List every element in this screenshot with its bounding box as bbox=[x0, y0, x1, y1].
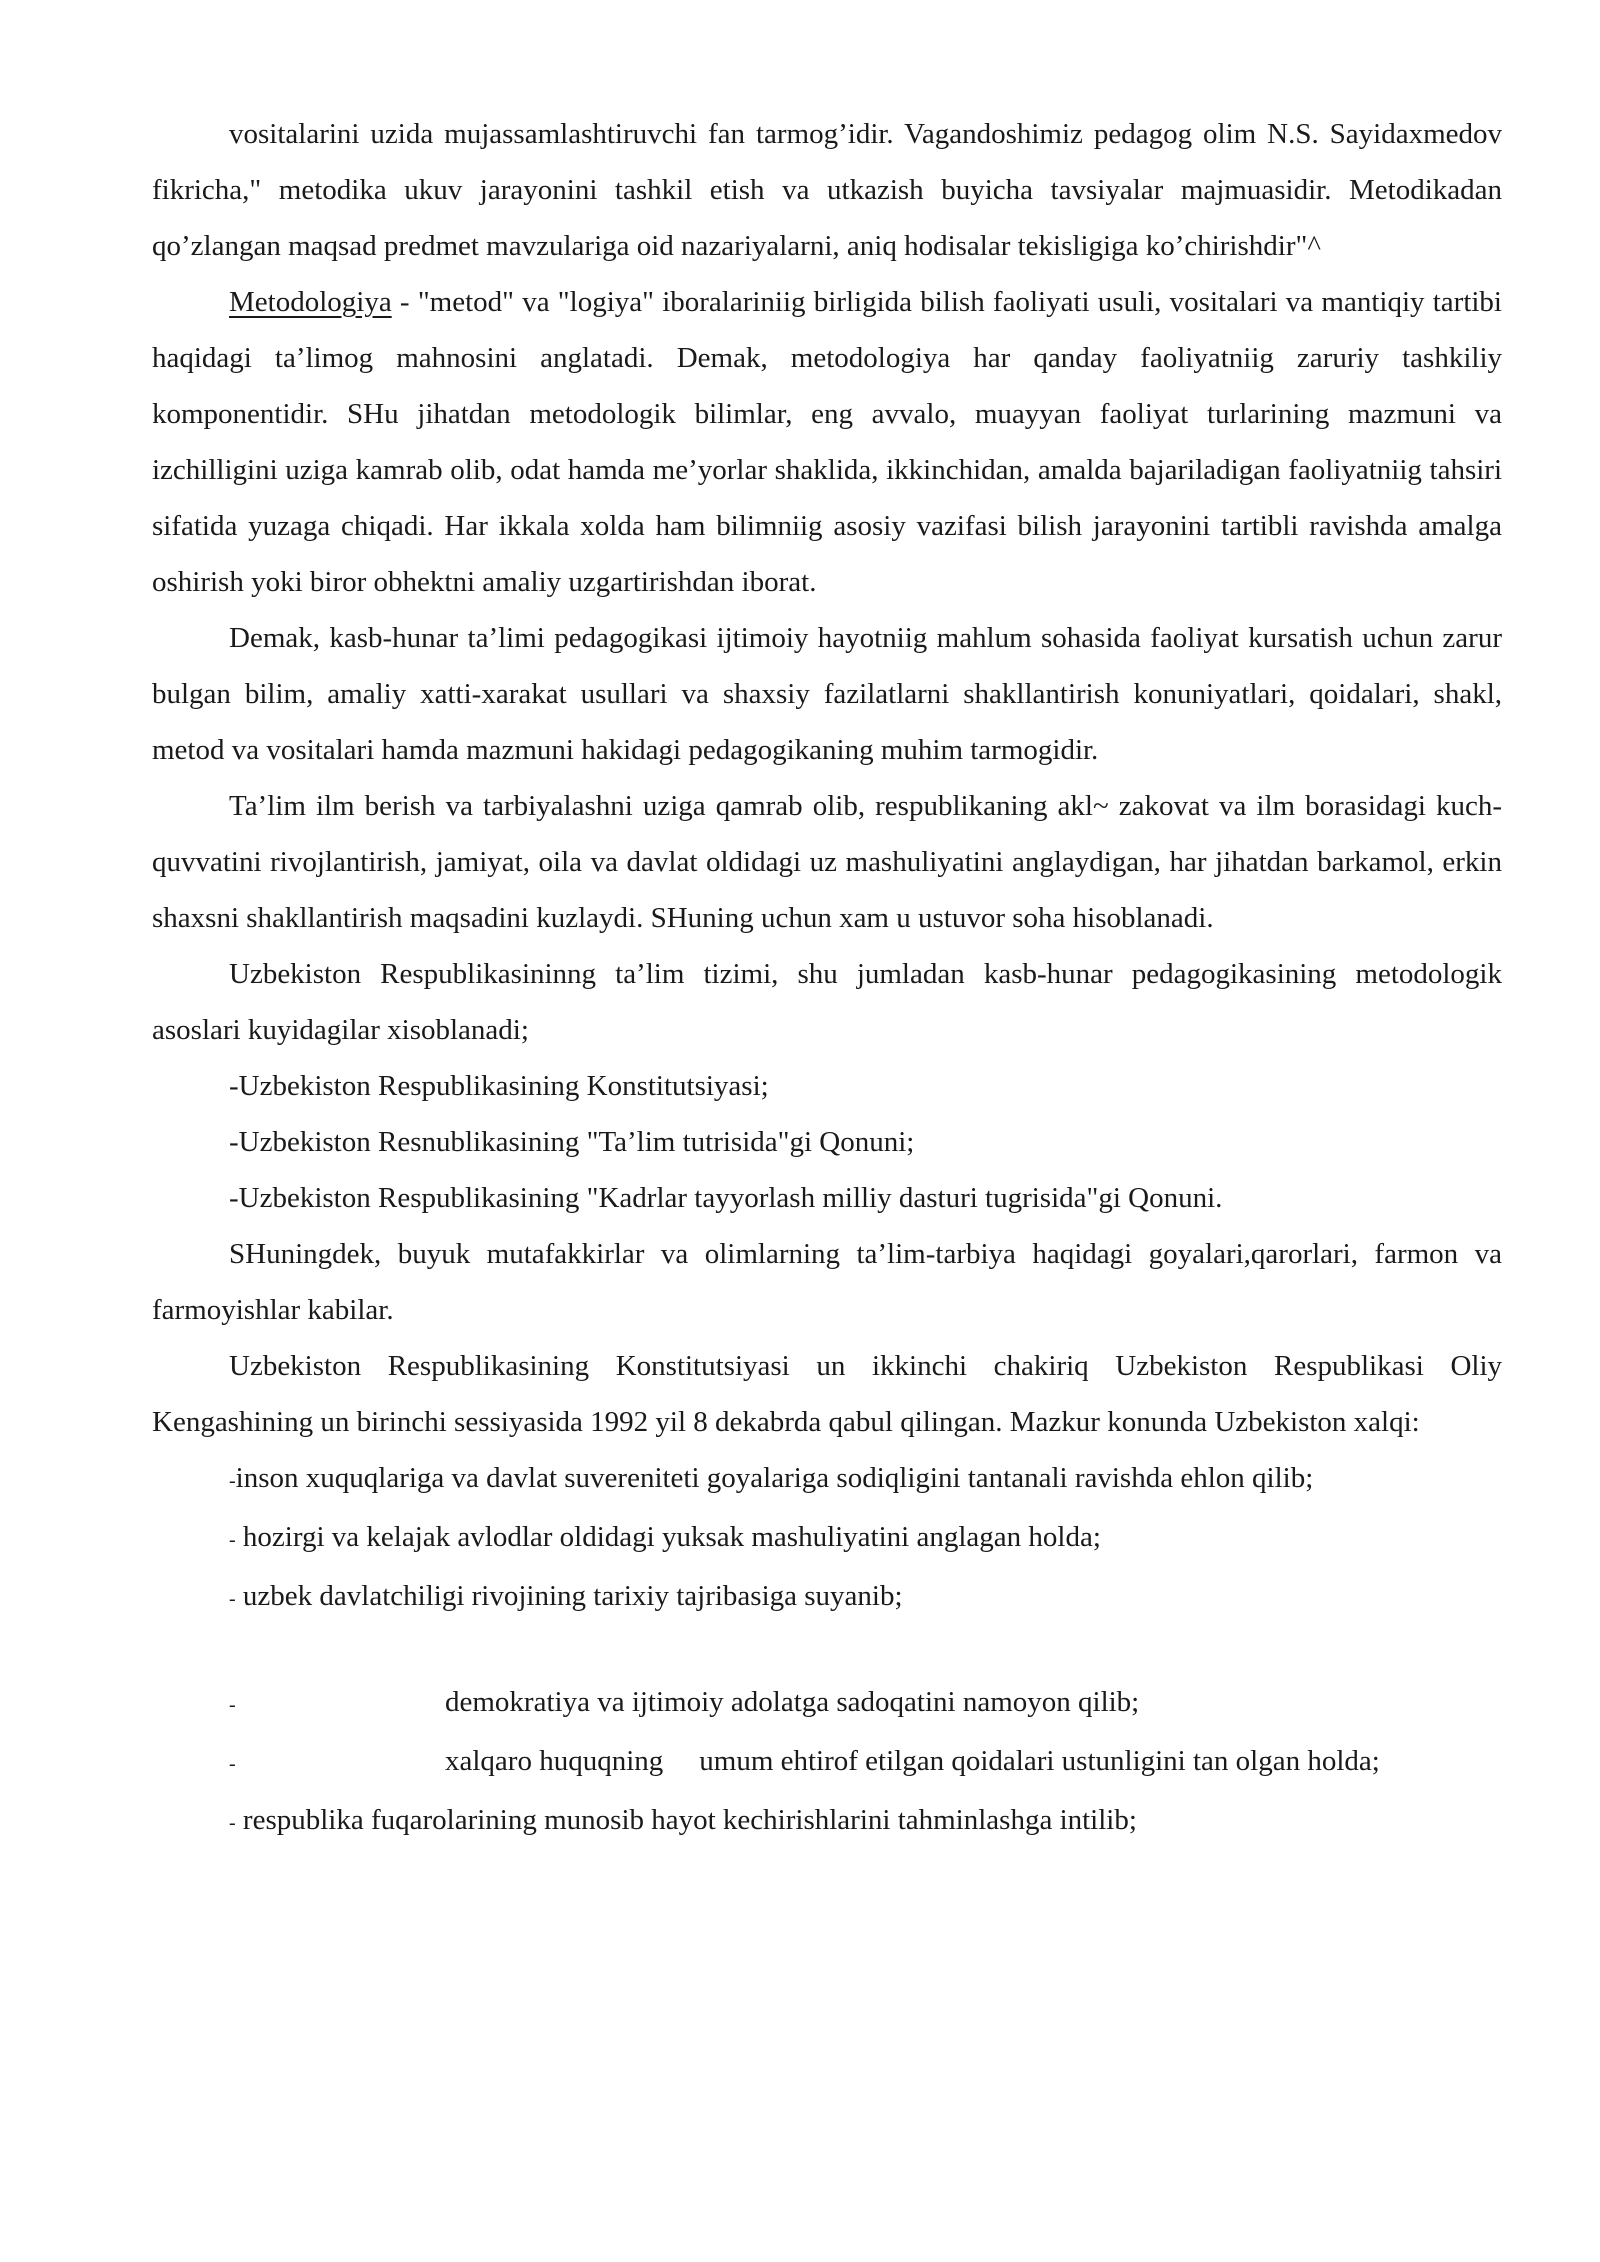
paragraph-metodologiya-text: - "metod" va "logiya" iboralariniig birligida bilish faoliyati usuli, vositalari va mantiqiy tartibi haqidagi ta’limog mahnosini anglatadi. Demak, metodologiya har qanday faoliyatniig zaruriy tashkiliy komponentidir. SHu jihatdan metodologik bilimlar, eng avvalo, muayyan faoliyat turlarining mazmuni va izchilligini uziga kamrab olib, odat hamda me’yorlar shaklida, ikkinchidan, amalda bajariladigan faoliyatniig tahsiri sifatida yuzaga chiqadi. Har ikkala xolda ham bilimniig asosiy vazifasi bilish jarayonini tartibli ravishda amalga oshirish yoki biror obhektni amaliy uzgartirishdan iborat. bbox=[152, 286, 1502, 598]
list-dash: - bbox=[229, 1753, 236, 1775]
list-item-responsibility bbox=[152, 1509, 1502, 1568]
list-item-text: respublika fuqarolarining munosib hayot kechirishlarini tahminlashga intilib; bbox=[235, 1804, 1137, 1836]
list-item-democracy bbox=[152, 1674, 1502, 1733]
paragraph-methodological-bases: Uzbekiston Respublikasininng ta’lim tizimi, shu jumladan kasb-hunar pedagogikasining metodologik asoslari kuyidagilar xisoblanadi; bbox=[152, 958, 1502, 1046]
paragraph-vocational-pedagogy: Demak, kasb-hunar ta’limi pedagogikasi ijtimoiy hayotniig mahlum sohasida faoliyat kursatish uchun zarur bulgan bilim, amaliy xatti-xarakat usullari va shaxsiy fazilatlarni shakllantirish konuniyatlari, qoidalari, shakl, metod va vositalari hamda mazmuni hakidagi pedagogikaning muhim tarmogidir. bbox=[152, 622, 1502, 766]
list-dash: - bbox=[229, 1694, 236, 1716]
list-item-text: xalqaro huquqning bbox=[445, 1745, 664, 1777]
document-page bbox=[152, 106, 1502, 1851]
list-item-international-law bbox=[152, 1733, 1502, 1792]
list-item-human-rights bbox=[152, 1450, 1502, 1509]
paragraph-constitution-adoption: Uzbekiston Respublikasining Konstitutsiyasi un ikkinchi chakiriq Uzbekiston Respublikasi Oliy Kengashining un birinchi sessiyasida 1992 yil 8 dekabrda qabul qilingan. Mazkur konunda Uzbekiston xalqi: bbox=[152, 1350, 1502, 1438]
list-item-personnel-training-law: -Uzbekiston Respublikasining "Kadrlar tayyorlash milliy dasturi tugrisida"gi Qonuni. bbox=[229, 1182, 1223, 1214]
list-item-statehood bbox=[152, 1568, 1502, 1627]
list-item-text: inson xuquqlariga va davlat suvereniteti goyalariga sodiqligini tantanali ravishda ehlon qilib; bbox=[235, 1462, 1314, 1494]
paragraph-methodology-definition: vositalarini uzida mujassamlashtiruvchi fan tarmog’idir. Vagandoshimiz pedagog olim N.S. Sayidaxmedov fikricha," metodika ukuv jarayonini tashkil etish va utkazish buyicha tavsiyalar majmuasidir. Metodikadan qo’zlangan maqsad predmet mavzulariga oid nazariyalarni, aniq hodisalar tekisligiga ko’chirishdir"^ bbox=[152, 118, 1502, 262]
list-item-text: hozirgi va kelajak avlodlar oldidagi yuksak mashuliyatini anglagan holda; bbox=[235, 1521, 1101, 1553]
list-item-education-law: -Uzbekiston Resnublikasining "Ta’lim tutrisida"gi Qonuni; bbox=[229, 1126, 915, 1158]
list-item-text: demokratiya va ijtimoiy adolatga sadoqatini namoyon qilib; bbox=[445, 1686, 1140, 1718]
term-metodologiya: Metodologiya bbox=[229, 286, 392, 318]
paragraph-thinkers-ideas: SHuningdek, buyuk mutafakkirlar va olimlarning ta’lim-tarbiya haqidagi goyalari,qarorlari, farmon va farmoyishlar kabilar. bbox=[152, 1238, 1502, 1326]
list-item-text-continued: umum ehtirof etilgan qoidalari ustunligini tan olgan holda; bbox=[699, 1745, 1380, 1777]
paragraph-education-priority: Ta’lim ilm berish va tarbiyalashni uziga qamrab olib, respublikaning akl~ zakovat va ilm borasidagi kuch- quvvatini rivojlantirish, jamiyat, oila va davlat oldidagi uz mashuliyatini anglaydigan, har jihatdan barkamol, erkin shaxsni shakllantirish maqsadini kuzlaydi. SHuning uchun xam u ustuvor soha hisoblanadi. bbox=[152, 790, 1502, 934]
list-item-constitution: -Uzbekiston Respublikasining Konstitutsiyasi; bbox=[229, 1070, 769, 1102]
list-item-text: uzbek davlatchiligi rivojining tarixiy tajribasiga suyanib; bbox=[235, 1580, 903, 1612]
list-item-decent-life bbox=[152, 1792, 1502, 1851]
list-dash: - bbox=[229, 1529, 236, 1551]
list-dash: - bbox=[229, 1470, 236, 1492]
paragraph-metodologiya bbox=[152, 274, 1502, 610]
blank-line bbox=[152, 1627, 1502, 1674]
list-dash: - bbox=[229, 1812, 236, 1834]
list-dash: - bbox=[229, 1588, 236, 1610]
